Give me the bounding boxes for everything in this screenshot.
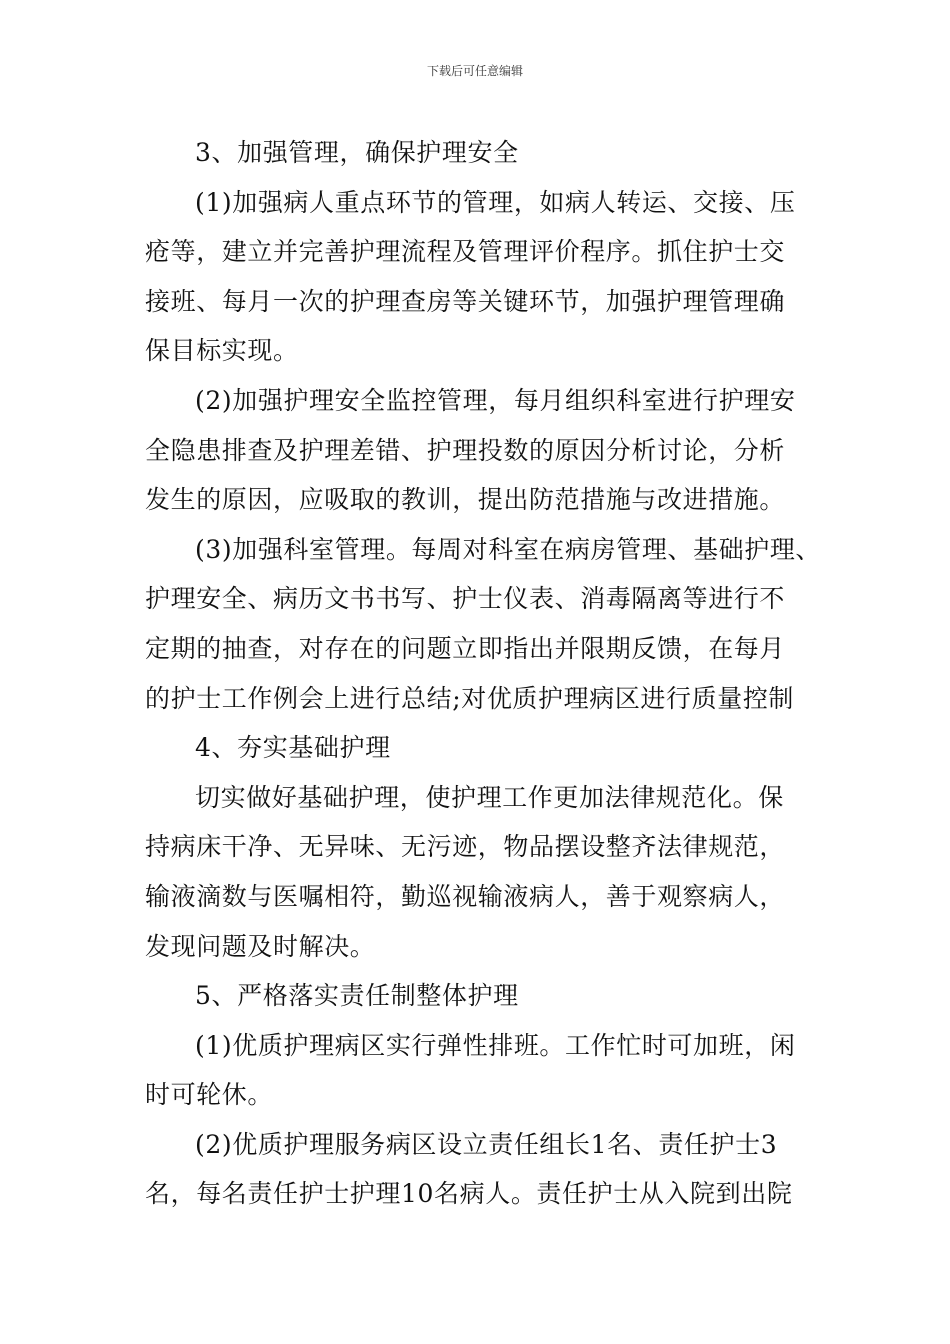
section-heading-3: 3、加强管理，确保护理安全 [195, 138, 519, 167]
paragraph-line: 接班、每月一次的护理查房等关键环节，加强护理管理确 [145, 286, 786, 316]
paragraph-line: (1)优质护理病区实行弹性排班。工作忙时可加班，闲 [195, 1030, 796, 1060]
paragraph-line: (2)优质护理服务病区设立责任组长1名、责任护士3 [195, 1129, 778, 1159]
paragraph-line: 切实做好基础护理，使护理工作更加法律规范化。保 [195, 782, 784, 812]
page-header: 下载后可任意编辑 [426, 64, 523, 78]
text-block [145, 128, 822, 1219]
document-body [145, 128, 822, 1219]
paragraph-line: 护理安全、病历文书书写、护士仪表、消毒隔离等进行不 [145, 584, 786, 614]
paragraph-line: 发现问题及时解决。 [145, 931, 376, 961]
paragraph-line: (3)加强科室管理。每周对科室在病房管理、基础护理、 [195, 534, 822, 564]
section-heading-5: 5、严格落实责任制整体护理 [195, 981, 519, 1011]
paragraph-line: (2)加强护理安全监控管理，每月组织科室进行护理安 [195, 385, 796, 415]
paragraph-line: (1)加强病人重点环节的管理，如病人转运、交接、压 [195, 187, 796, 217]
section-heading-4: 4、夯实基础护理 [195, 733, 391, 763]
paragraph-line: 名，每名责任护士护理10名病人。责任护士从入院到出院 [145, 1179, 793, 1209]
paragraph-line: 保目标实现。 [145, 336, 299, 366]
paragraph-line: 的护士工作例会上进行总结;对优质护理病区进行质量控制 [145, 683, 795, 713]
paragraph-line: 输液滴数与医嘱相符，勤巡视输液病人，善于观察病人， [145, 881, 786, 911]
paragraph-line: 发生的原因，应吸取的教训，提出防范措施与改进措施。 [145, 485, 786, 515]
paragraph-line: 全隐患排查及护理差错、护理投数的原因分析讨论，分析 [145, 435, 786, 465]
paragraph-line: 定期的抽查，对存在的问题立即指出并限期反馈，在每月 [145, 633, 786, 663]
paragraph-line: 疮等，建立并完善护理流程及管理评价程序。抓住护士交 [145, 237, 786, 267]
paragraph-line: 时可轮休。 [145, 1080, 274, 1110]
paragraph-line: 持病床干净、无异味、无污迹，物品摆设整齐法律规范， [145, 832, 786, 862]
